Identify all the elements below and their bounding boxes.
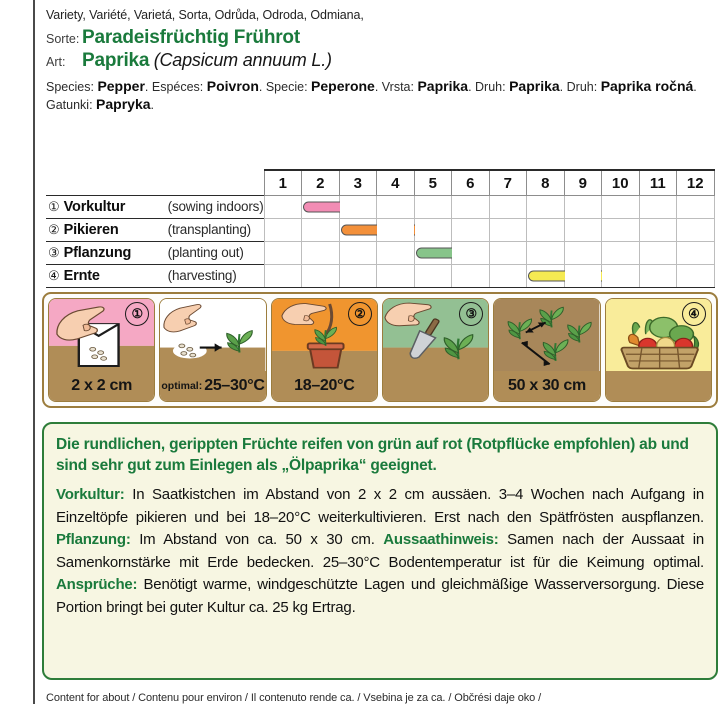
calendar-cell-m8: [527, 242, 565, 265]
variety-labels-line: Variety, Variété, Varietá, Sorta, Odrůda, Odroda, Odmiana,: [46, 8, 364, 22]
calendar-cell-m6: [452, 196, 490, 219]
calendar-cell-m10: [602, 265, 640, 288]
calendar-cell-m3: [339, 265, 377, 288]
calendar-month-header-4: 4: [377, 170, 415, 196]
calendar-row-english: (sowing indoors): [167, 199, 264, 214]
panel-step-badge-icon: ②: [348, 302, 372, 326]
species-value-5: Paprika ročná: [600, 78, 694, 94]
calendar-row-name: Pikieren: [63, 222, 119, 238]
calendar-cell-m7: [489, 219, 527, 242]
calendar-row-label-ernte: [46, 265, 264, 288]
species-translations: Species: Pepper. Espéces: Poivron. Specie: Peperone. Vrsta: Paprika. Druh: Paprika. Druh: Paprika ročná. Gatunki: Papryka.: [46, 78, 697, 112]
calendar-cell-m8: [527, 265, 565, 288]
description-heading-0: Vorkultur:: [56, 486, 125, 503]
calendar-cell-m9: [564, 219, 602, 242]
calendar-cell-m4: [377, 242, 415, 265]
description-text-3: Benötigt warme, windgeschützte Lagen und gleichmäßige Wasserversorgung. Diese Portion bringt bei guter Kultur ca. 25 kg Ertrag.: [56, 576, 704, 616]
panel-caption-text: 2 x 2 cm: [71, 377, 133, 394]
calendar-month-header-11: 11: [639, 170, 677, 196]
illustration-panel-6: [605, 298, 712, 402]
calendar-month-header-12: 12: [677, 170, 715, 196]
calendar-cell-m11: [639, 265, 677, 288]
calendar-cell-m2: [302, 242, 340, 265]
calendar-cell-m2: [302, 219, 340, 242]
left-edge-rule: [33, 0, 35, 704]
panel-caption-text: 18–20°C: [294, 377, 355, 394]
calendar-cell-m9: [564, 196, 602, 219]
description-heading-1: Pflanzung:: [56, 531, 131, 548]
panel-caption: [606, 371, 711, 401]
calendar-month-header-7: 7: [489, 170, 527, 196]
species-label-6: Gatunki:: [46, 97, 93, 112]
panel-illustration: [160, 299, 265, 371]
calendar-cell-m8: [527, 196, 565, 219]
panel-caption-text: 50 x 30 cm: [507, 377, 586, 394]
species-label-3: Vrsta:: [381, 80, 414, 94]
panel-step-badge-icon: ③: [459, 302, 483, 326]
calendar-month-header-8: 8: [527, 170, 565, 196]
calendar-row: [46, 265, 714, 288]
sowing-calendar: [46, 169, 714, 288]
calendar-month-header-5: 5: [414, 170, 452, 196]
illustration-panel-1: [48, 298, 155, 402]
panel-step-badge-icon: ①: [125, 302, 149, 326]
illustration-panel-2: [159, 298, 266, 402]
calendar-header-row: [46, 170, 714, 196]
calendar-cell-m11: [639, 242, 677, 265]
calendar-cell-m5: [414, 242, 452, 265]
calendar-cell-m12: [677, 219, 715, 242]
description-paragraph: [56, 484, 704, 619]
illustration-panel-4: [382, 298, 489, 402]
species-value-4: Paprika: [509, 78, 560, 94]
calendar-cell-m12: [677, 242, 715, 265]
species-value-0: Pepper: [97, 78, 145, 94]
description-intro: Die rundlichen, gerippten Früchte reifen von grün auf rot (Rotpflücke empfohlen) ab und sind sehr gut zum Einlegen als „Ölpaprika“ geeignet.: [56, 436, 689, 474]
panel-illustration: [494, 299, 599, 371]
species-label-4: Druh:: [475, 80, 506, 94]
art-latin-name: (Capsicum annuum L.): [153, 50, 332, 70]
calendar-cell-m11: [639, 196, 677, 219]
panel-caption: [160, 371, 265, 401]
calendar-cell-m10: [602, 219, 640, 242]
description-text-0: In Saatkistchen im Abstand von 2 x 2 cm aussäen. 3–4 Wochen nach Aufgang in Einzeltöpfe pikieren und bei 18–20°C weiterkultivieren. Erst nach den Spätfrösten auspflanzen.: [56, 486, 704, 526]
sorte-label: Sorte:: [46, 32, 80, 46]
calendar-cell-m12: [677, 196, 715, 219]
art-row: [46, 50, 714, 72]
panel-caption: [49, 371, 154, 401]
species-value-2: Peperone: [311, 78, 375, 94]
step-number-icon: ④: [48, 268, 60, 283]
calendar-cell-m4: [377, 219, 415, 242]
illustration-panel-3: [271, 298, 378, 402]
calendar-cell-m1: [264, 219, 302, 242]
calendar-row-name: Vorkultur: [63, 199, 126, 215]
calendar-cell-m6: [452, 242, 490, 265]
species-label-5: Druh:: [566, 80, 598, 94]
calendar-cell-m12: [677, 265, 715, 288]
calendar-cell-m2: [302, 196, 340, 219]
species-label-1: Espéces:: [151, 80, 204, 94]
description-heading-2: Aussaathinweis:: [383, 531, 499, 548]
species-value-1: Poivron: [206, 78, 259, 94]
header-block: [46, 8, 714, 113]
panel-step-badge-icon: ④: [682, 302, 706, 326]
species-label-0: Species:: [46, 80, 94, 94]
calendar-row-english: (harvesting): [167, 268, 237, 283]
calendar-cell-m3: [339, 219, 377, 242]
calendar-body: [46, 196, 714, 288]
illustration-panel-5: [493, 298, 600, 402]
calendar-row-name: Ernte: [63, 268, 100, 284]
calendar-cell-m1: [264, 196, 302, 219]
step-number-icon: ②: [48, 222, 60, 237]
description-text-1: Im Abstand von ca. 50 x 30 cm.: [130, 531, 384, 548]
description-heading-3: Ansprüche:: [56, 576, 138, 593]
calendar-cell-m7: [489, 196, 527, 219]
illustration-strip: [42, 292, 718, 408]
footer-clipped-line: Content for about / Contenu pour environ / Il contenuto rende ca. / Vsebina je za ca. / Občrési daje oko /: [46, 692, 542, 704]
panel-caption: [272, 371, 377, 401]
panel-caption-prefix: optimal:: [161, 380, 203, 392]
art-value: Paprika: [82, 50, 150, 71]
panel-caption: [494, 371, 599, 401]
calendar-cell-m2: [302, 265, 340, 288]
calendar-month-header-2: 2: [302, 170, 340, 196]
calendar-row-english: (transplanting): [167, 222, 251, 237]
description-box: [42, 422, 718, 680]
calendar-row-english: (planting out): [167, 245, 244, 260]
calendar-month-header-9: 9: [564, 170, 602, 196]
panel-caption-text: 25–30°C: [204, 377, 265, 394]
calendar-cell-m9: [564, 242, 602, 265]
calendar-cell-m9: [564, 265, 602, 288]
species-value-3: Paprika: [417, 78, 469, 94]
calendar-row-label-pikieren: [46, 219, 264, 242]
calendar-month-header-1: 1: [264, 170, 302, 196]
sorte-row: [46, 27, 714, 49]
calendar-cell-m6: [452, 219, 490, 242]
calendar-cell-m4: [377, 196, 415, 219]
sorte-value: Paradeisfrüchtig Frührot: [82, 27, 300, 48]
panel-caption: [383, 371, 488, 401]
calendar-table: [46, 169, 715, 288]
calendar-month-header-3: 3: [339, 170, 377, 196]
calendar-cell-m1: [264, 265, 302, 288]
calendar-row-name: Pflanzung: [63, 245, 132, 261]
calendar-cell-m7: [489, 265, 527, 288]
calendar-row: [46, 196, 714, 219]
species-value-6: Papryka: [96, 95, 151, 112]
calendar-month-header-6: 6: [452, 170, 490, 196]
calendar-cell-m5: [414, 265, 452, 288]
species-label-2: Specie:: [265, 80, 308, 94]
calendar-cell-m3: [339, 242, 377, 265]
calendar-cell-m7: [489, 242, 527, 265]
calendar-cell-m5: [414, 196, 452, 219]
calendar-cell-m1: [264, 242, 302, 265]
description-text-2: Samen nach der Aussaat in Samenkornstärke mit Erde bedecken. 25–30°C Bodentemperatur ist für die Keimung optimal.: [56, 531, 705, 571]
calendar-row: [46, 242, 714, 265]
calendar-cell-m5: [414, 219, 452, 242]
calendar-cell-m8: [527, 219, 565, 242]
calendar-cell-m11: [639, 219, 677, 242]
calendar-cell-m3: [339, 196, 377, 219]
art-label: Art:: [46, 55, 66, 69]
calendar-corner-cell: [46, 170, 264, 196]
calendar-cell-m4: [377, 265, 415, 288]
calendar-cell-m10: [602, 196, 640, 219]
calendar-row: [46, 219, 714, 242]
step-number-icon: ③: [48, 245, 60, 260]
calendar-row-label-pflanzung: [46, 242, 264, 265]
calendar-cell-m10: [602, 242, 640, 265]
step-number-icon: ①: [48, 199, 60, 214]
calendar-month-header-10: 10: [602, 170, 640, 196]
calendar-cell-m6: [452, 265, 490, 288]
calendar-row-label-vorkultur: [46, 196, 264, 219]
